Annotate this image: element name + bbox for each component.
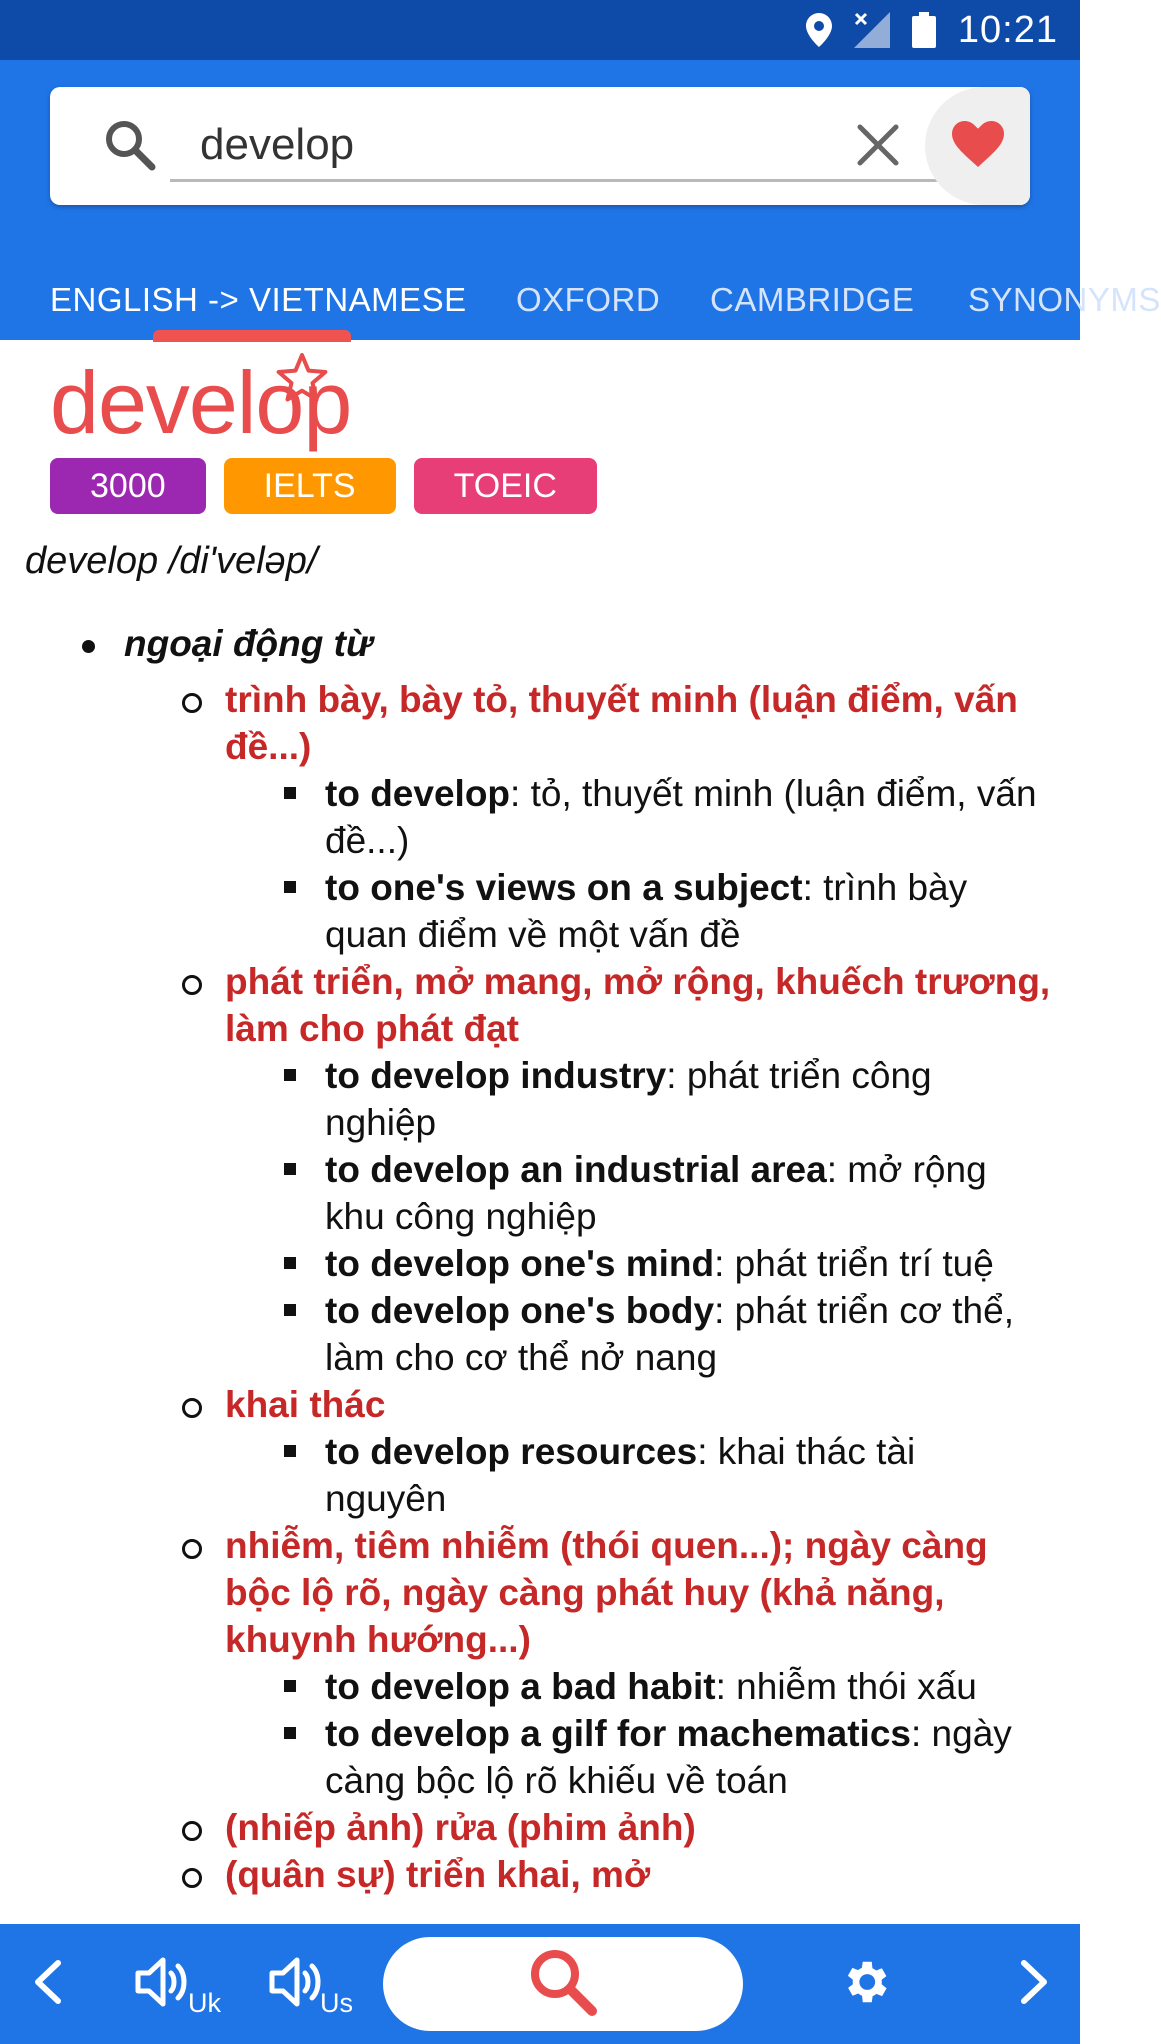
example (0, 1146, 1080, 1240)
example (0, 1428, 1080, 1522)
no-signal-icon (854, 12, 890, 48)
sense: nhiễm, tiêm nhiễm (thói quen...); ngày càng bộc lộ rõ, ngày càng phát huy (khả năng, khuynh hướng...) (0, 1522, 1080, 1663)
example-phrase: to develop one's mind (325, 1243, 715, 1284)
previous-button[interactable] (18, 1924, 78, 2044)
definition-content[interactable] (0, 340, 1080, 1924)
sense: khai thác (0, 1381, 1080, 1428)
example (0, 1663, 1080, 1710)
next-button[interactable] (1004, 1924, 1064, 2044)
tag-3000[interactable]: 3000 (50, 458, 206, 514)
example (0, 1052, 1080, 1146)
example-phrase: to develop an industrial area (325, 1149, 827, 1190)
example (0, 1287, 1080, 1381)
example-phrase: to one's views on a subject (325, 867, 803, 908)
status-bar (0, 0, 1080, 60)
example-translation: : khai thác tài nguyên (325, 1431, 916, 1519)
example-phrase: to develop (325, 773, 511, 814)
search-icon (528, 1947, 598, 2022)
location-icon (806, 13, 832, 47)
example (0, 770, 1080, 864)
speaker-uk-icon (136, 1956, 190, 2013)
app-bar (0, 60, 1161, 340)
example-translation: : phát triển cơ thể, làm cho cơ thể nở nang (325, 1290, 1014, 1378)
tab-cambridge[interactable]: CAMBRIDGE (710, 281, 915, 318)
headword: develop (50, 353, 352, 452)
sense: phát triển, mở mang, mở rộng, khuếch trương, làm cho phát đạt (0, 958, 1080, 1052)
bottom-toolbar (0, 1924, 1080, 2044)
part-of-speech: ngoại động từ (0, 620, 1080, 676)
phonetic: develop /di'veləp/ (25, 540, 318, 582)
sense: (quân sự) triển khai, mở (0, 1851, 1080, 1898)
example-phrase: to develop a gilf for machematics (325, 1713, 911, 1754)
example (0, 864, 1080, 958)
heart-icon (952, 121, 1004, 172)
example-translation: : ngày càng bộc lộ rõ khiếu về toán (325, 1713, 1012, 1801)
search-icon (104, 119, 156, 176)
example-translation: : mở rộng khu công nghiệp (325, 1149, 987, 1237)
example-translation: : trình bày quan điểm về một vấn đề (325, 867, 968, 955)
search-box (50, 87, 1030, 205)
example-translation: : phát triển công nghiệp (325, 1055, 932, 1143)
example-phrase: to develop resources (325, 1431, 698, 1472)
clock: 10:21 (957, 8, 1058, 51)
search-input[interactable] (180, 115, 930, 175)
example (0, 1240, 1080, 1287)
tag-ielts[interactable]: IELTS (224, 458, 396, 514)
us-label: Us (320, 1988, 353, 2018)
tab-bar (0, 250, 1161, 340)
search-underline (170, 179, 972, 182)
search-button[interactable] (383, 1937, 743, 2031)
settings-button[interactable] (830, 1924, 900, 2044)
bookmark-star-icon[interactable] (276, 352, 328, 407)
battery-icon (912, 12, 936, 48)
example-phrase: to develop industry (325, 1055, 667, 1096)
chevron-left-icon (30, 1959, 66, 2010)
clear-search-button[interactable] (850, 117, 906, 178)
tag-list (50, 458, 597, 514)
example-translation: : phát triển trí tuệ (714, 1243, 994, 1284)
example-translation: : nhiễm thói xấu (715, 1666, 977, 1707)
gear-icon (838, 1955, 892, 2014)
tab-synonyms[interactable]: SYNONYMS (968, 281, 1161, 318)
sense: (nhiếp ảnh) rửa (phim ảnh) (0, 1804, 1080, 1851)
favorite-button[interactable] (925, 87, 1030, 205)
speaker-us-icon (270, 1956, 324, 2013)
example-phrase: to develop a bad habit (325, 1666, 716, 1707)
tag-toeic[interactable]: TOEIC (414, 458, 597, 514)
example-phrase: to develop one's body (325, 1290, 715, 1331)
sense: trình bày, bày tỏ, thuyết minh (luận điểm, vấn đề...) (0, 676, 1080, 770)
tab-english-vietnamese[interactable]: ENGLISH -> VIETNAMESE (50, 281, 467, 318)
uk-label: Uk (188, 1988, 221, 2018)
example (0, 1710, 1080, 1804)
definition-list (0, 620, 1080, 1898)
chevron-right-icon (1016, 1959, 1052, 2010)
pronounce-us-button[interactable] (264, 1924, 354, 2044)
pronounce-uk-button[interactable] (130, 1924, 220, 2044)
tab-oxford[interactable]: OXFORD (516, 281, 661, 318)
example-translation: : tỏ, thuyết minh (luận điểm, vấn đề...) (325, 773, 1037, 861)
